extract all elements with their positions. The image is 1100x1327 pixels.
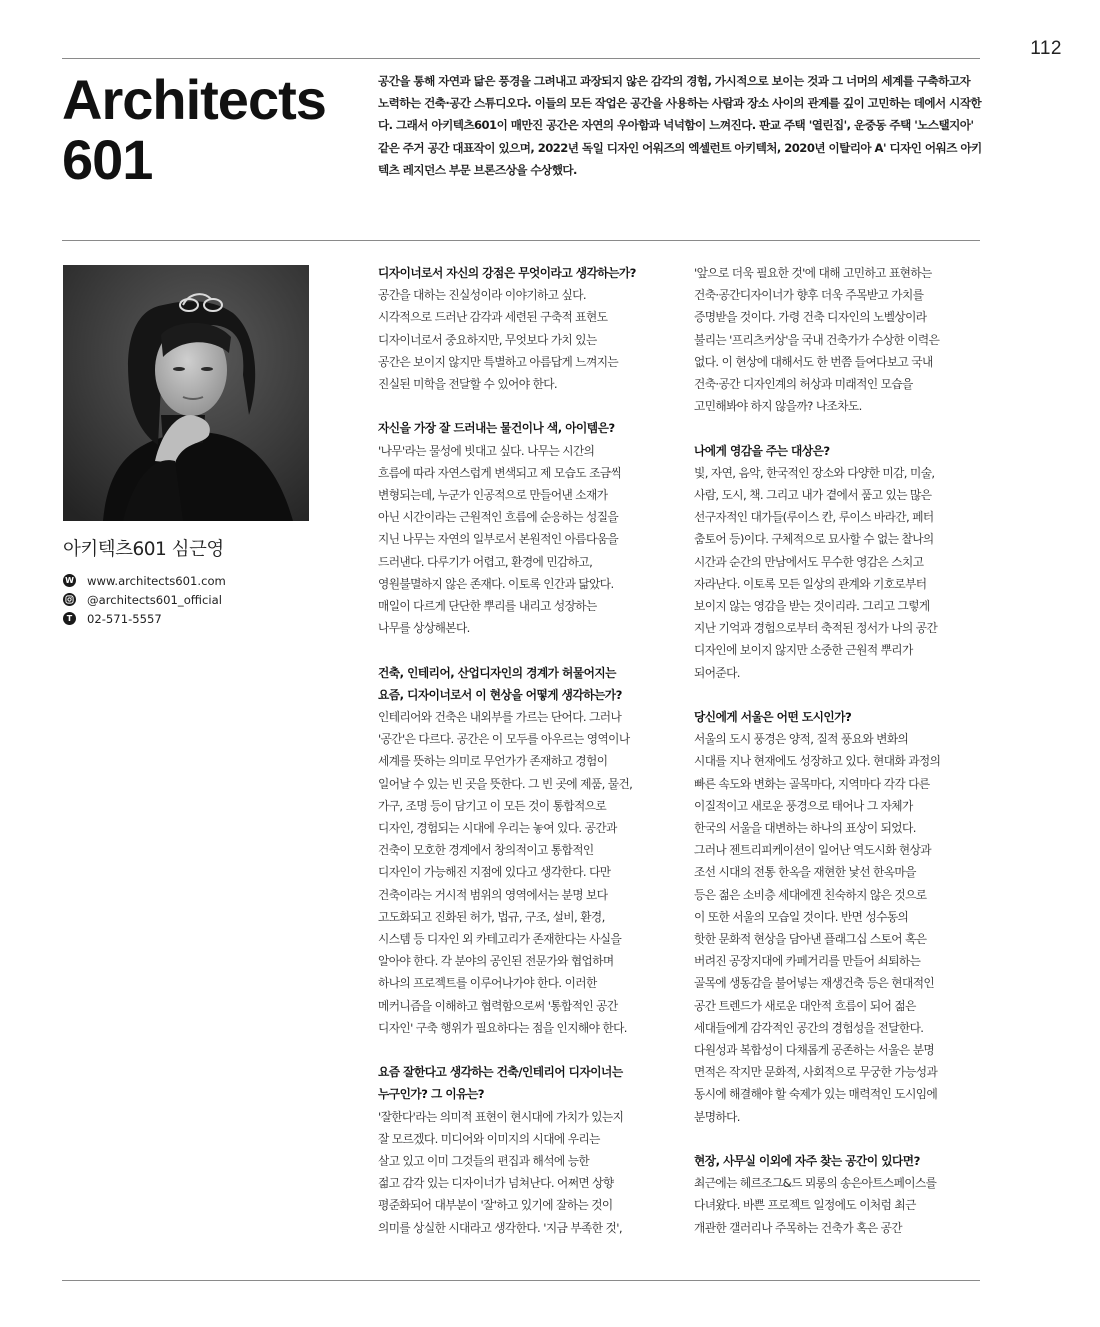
answer-favorite-space: 최근에는 헤르조그&드 뫼롱의 송은아트스페이스를 다녀왔다. 바쁜 프로젝트 일정에도 이처럼 최근 개관한 갤러리나 주목하는 건축가 혹은 공간 (694, 1176, 937, 1235)
portrait-photo (63, 265, 309, 521)
interview-column-2 (694, 262, 984, 1239)
answer-seoul: 서울의 도시 풍경은 양적, 질적 풍요와 변화의 시대를 지나 현재에도 성장하고 있다. 현대화 과정의 빠른 속도와 변화는 골목마다, 지역마다 각각 다른 이질적이고 새로운 풍경으로 태어나 그 자체가 한국의 서울을 대변하는 하나의 표상이 되었다. 그러나 젠트리피케이션이 일어난 역도시화 현상과 조선 시대의 전통 한옥을 재현한 낯선 한옥마을 등은 젊은 소비층 세대에겐 친숙하지 않은 것으로 이 또한 서울의 모습일 것이다. 반면 성수동의 핫한 문화적 현상을 담아낸 플래그십 스토어 혹은 버려진 공장지대에 카페거리를 만들어 쇠퇴하는 골목에 생동감을 불어넣는 재생건축 등은 현대적인 공간 트렌드가 새로운 대안적 흐름이 되어 젊은 세대들에게 감각적인 공간의 경험성을 전달한다. 다원성과 복합성이 다채롭게 공존하는 서울은 분명 면적은 작지만 문화적, 사회적으로 무궁한 가능성과 동시에 해결해야 할 숙제가 있는 매력적인 도시임에 분명하다. (694, 732, 941, 1124)
title-line-1: Architects (62, 68, 326, 131)
interview-column-1 (378, 262, 668, 1239)
telephone-icon: T (63, 612, 76, 625)
answer-strength: 공간을 대하는 진실성이라 이야기하고 싶다. 시각적으로 드러난 감각과 세련된 구축적 표현도 디자이너로서 중요하지만, 무엇보다 가치 있는 공간은 보이지 않지만 특별하고 아름답게 느껴지는 진실된 미학을 전달할 수 있어야 한다. (378, 288, 619, 392)
question-designers: 요즘 잘한다고 생각하는 건축/인테리어 디자이너는 누구인가? 그 이유는? (378, 1065, 623, 1102)
instagram-text[interactable]: @architects601_official (87, 592, 222, 607)
answer-designers: '잘한다'라는 의미적 표현이 현시대에 가치가 있는지 잘 모르겠다. 미디어와 이미지의 시대에 우리는 살고 있고 이미 그것들의 편집과 해석에 능한 젊고 감각 있는 디자이너가 넘쳐난다. 어쩌면 상향 평준화되어 대부분이 '잘'하고 있기에 잘하는 것이 의미를 상실한 시대라고 생각한다. '지금 부족한 것', (378, 1109, 624, 1235)
bottom-rule (62, 1280, 980, 1281)
question-seoul: 당신에게 서울은 어떤 도시인가? (694, 710, 852, 725)
question-favorite-space: 현장, 사무실 이외에 자주 찾는 공간이 있다면? (694, 1154, 920, 1169)
title-line-2: 601 (62, 128, 153, 191)
page-number: 112 (1030, 38, 1062, 59)
contact-website (63, 571, 226, 590)
answer-boundaries: 인테리어와 건축은 내외부를 가르는 단어다. 그러나 '공간'은 다르다. 공간은 이 모두를 아우르는 영역이나 세계를 뜻하는 의미로 무언가가 존재하고 경험이 일어날 수 있는 빈 곳을 뜻한다. 그 빈 곳에 제품, 물건, 가구, 조명 등이 담기고 이 모든 것이 통합적으로 디자인, 경험되는 시대에 우리는 놓여 있다. 공간과 건축이 모호한 경계에서 창의적이고 통합적인 디자인이 가능해진 지점에 있다고 생각한다. 다만 건축이라는 거시적 범위의 영역에서는 분명 보다 고도화되고 진화된 허가, 법규, 구조, 설비, 환경, 시스템 등 디자인 외 카테고리가 존재한다는 사실을 알아야 한다. 각 분야의 공인된 전문가와 협업하며 하나의 프로젝트를 이루어나가야 한다. 이러한 메커니즘을 이해하고 협력함으로써 '통합적인 공간 디자인' 구축 행위가 필요하다는 점을 인지해야 한다. (378, 710, 633, 1035)
contact-list (63, 571, 226, 628)
answer-item: '나무'라는 물성에 빗대고 싶다. 나무는 시간의 흐름에 따라 자연스럽게 변색되고 제 모습도 조금씩 변형되는데, 누군가 인공적으로 만들어낸 소재가 아닌 시간이라는 근원적인 흐름에 순응하는 성질을 지닌 나무는 자연의 일부로서 본원적인 아름다움을 드러낸다. 다루기가 어렵고, 환경에 민감하고, 영원불멸하지 않은 존재다. 이토록 인간과 닮았다. 매일이 다르게 단단한 뿌리를 내리고 성장하는 나무를 상상해본다. (378, 443, 622, 636)
question-boundaries: 건축, 인테리어, 산업디자인의 경계가 허물어지는 요즘, 디자이너로서 이 현상을 어떻게 생각하는가? (378, 665, 622, 702)
web-icon: W (63, 574, 76, 587)
section-divider (62, 240, 980, 241)
intro-paragraph: 공간을 통해 자연과 닮은 풍경을 그려내고 과장되지 않은 감각의 경험, 가시적으로 보이는 것과 그 너머의 세계를 구축하고자 노력하는 건축·공간 스튜디오다. 이들의 모든 작업은 공간을 사용하는 사람과 장소 사이의 관계를 깊이 고민하는 데에서 시작한다. 그래서 아키텍츠601이 매만진 공간은 자연의 우아함과 넉넉함이 느껴진다. 판교 주택 '열린집', 운중동 주택 '노스탤지아' 같은 주거 공간 대표작이 있으며, 2022년 독일 디자인 어워즈의 엑셀런트 아키텍처, 2020년 이탈리아 A' 디자인 어워즈 아키텍츠 레지던스 부문 브론즈상을 수상했다. (378, 74, 982, 177)
instagram-icon (63, 593, 76, 606)
telephone-text[interactable]: 02-571-5557 (87, 611, 162, 626)
contact-instagram (63, 590, 226, 609)
designer-name: 아키텍츠601 심근영 (63, 539, 224, 560)
answer-inspiration: 빛, 자연, 음악, 한국적인 장소와 다양한 미감, 미술, 사람, 도시, 책. 그리고 내가 곁에서 품고 있는 많은 선구자적인 대가들(루이스 칸, 루이스 바라간, 페터 춤토어 등)이다. 구체적으로 묘사할 수 없는 찰나의 시간과 순간의 만남에서도 무수한 영감은 스치고 자라난다. 이토록 모든 일상의 관계와 기호로부터 보이지 않는 영감을 받는 것이리라. 그리고 그렇게 지난 기억과 경험으로부터 축적된 정서가 나의 공간 디자인에 보이지 않지만 소중한 근원적 뿌리가 되어준다. (694, 465, 938, 680)
question-item: 자신을 가장 잘 드러내는 물건이나 색, 아이템은? (378, 421, 615, 436)
answer-designers-continued: '앞으로 더욱 필요한 것'에 대해 고민하고 표현하는 건축·공간디자이너가 향후 더욱 주목받고 가치를 증명받을 것이다. 가령 건축 디자인의 노벨상이라 불리는 '프리츠커상'을 국내 건축가가 수상한 이력은 없다. 이 현상에 대해서도 한 번쯤 들여다보고 국내 건축·공간 디자인계의 허상과 미래적인 모습을 고민해봐야 하지 않을까? 나조차도. (694, 266, 940, 414)
website-text[interactable]: www.architects601.com (87, 573, 226, 588)
top-rule (62, 58, 980, 59)
question-strength: 디자이너로서 자신의 강점은 무엇이라고 생각하는가? (378, 266, 636, 280)
question-inspiration: 나에게 영감을 주는 대상은? (694, 443, 830, 458)
page-title (62, 70, 326, 190)
contact-telephone (63, 609, 226, 628)
